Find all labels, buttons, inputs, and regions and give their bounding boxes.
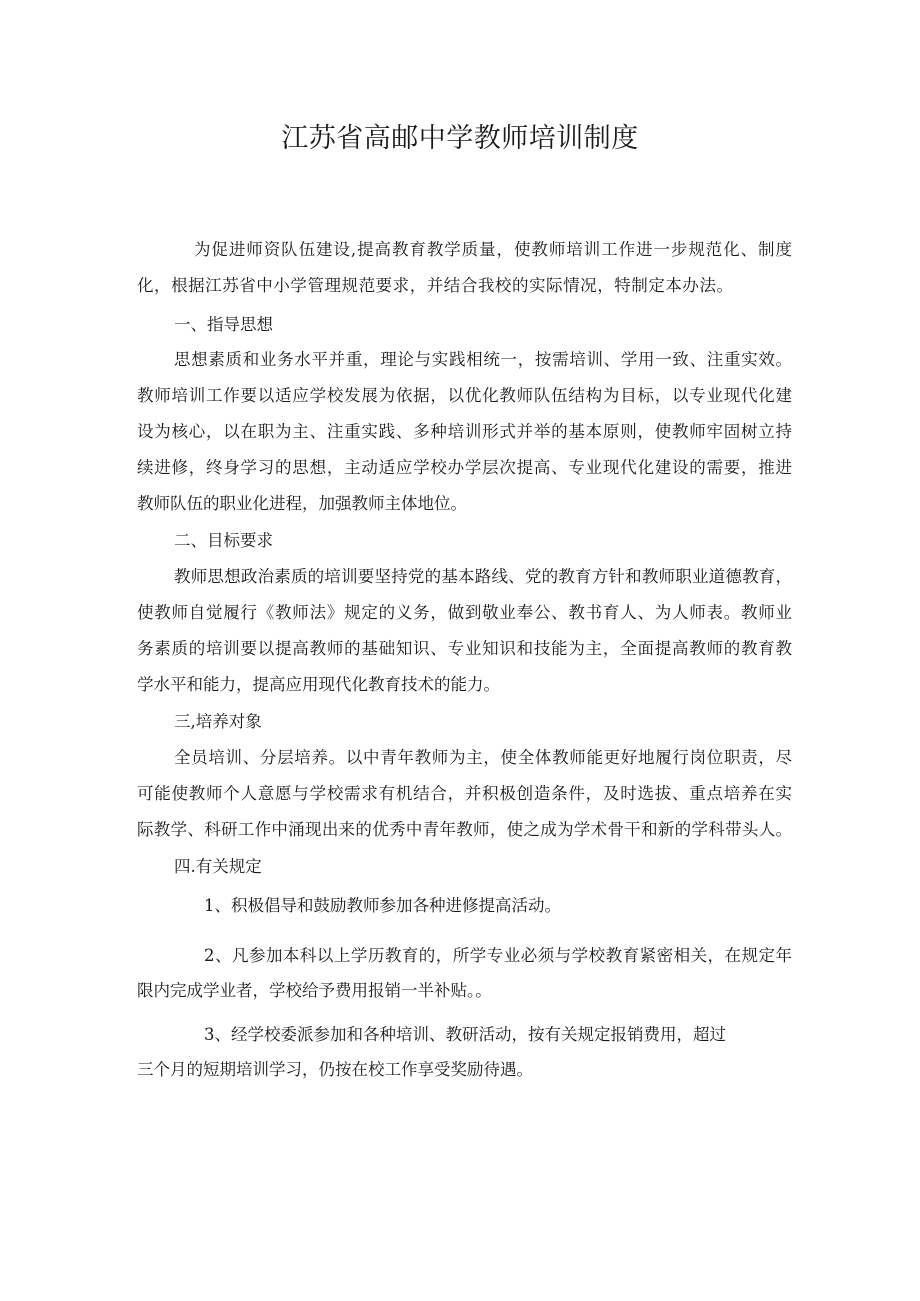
rule-item-line: 3、经学校委派参加和各种培训、教研活动，按有关规定报销费用，超过 <box>204 1025 726 1044</box>
paragraph-line: 全员培训、分层培养。以中青年教师为主，使全体教师能更好地履行岗位职责，尽 <box>174 748 792 767</box>
paragraph-line: 学水平和能力，提高应用现代化教育技术的能力。 <box>137 675 500 694</box>
section-heading: 一、指导思想 <box>174 315 273 334</box>
paragraph-line: 设为核心，以在职为主、注重实践、多种培训形式并举的基本原则，使教师牢固树立持 <box>137 422 792 441</box>
paragraph-line: 教师队伍的职业化进程，加强教师主体地位。 <box>137 494 467 513</box>
paragraph-line: 际教学、科研工作中涌现出来的优秀中青年教师，使之成为学术骨干和新的学科带头人。 <box>137 820 792 839</box>
intro-line: 化，根据江苏省中小学管理规范要求，并结合我校的实际情况，特制定本办法。 <box>137 276 733 295</box>
paragraph-line: 可能使教师个人意愿与学校需求有机结合，并积极创造条件，及时选拔、重点培养在实 <box>137 784 792 803</box>
paragraph-line: 教师培训工作要以适应学校发展为依据，以优化教师队伍结构为目标，以专业现代化建 <box>137 386 792 405</box>
rule-item-line: 限内完成学业者，学校给予费用报销一半补贴。。 <box>137 981 492 1000</box>
rule-item-line: 1、积极倡导和鼓励教师参加各种进修提高活动。 <box>204 896 561 915</box>
section-heading: 三,培养对象 <box>174 712 262 731</box>
rule-item-line: 三个月的短期培训学习，仍按在校工作享受奖励待遇。 <box>137 1060 533 1079</box>
intro-line: 为促进师资队伍建设,提高教育教学质量，使教师培训工作进一步规范化、制度 <box>194 240 792 259</box>
section-heading: 四.有关规定 <box>174 857 262 876</box>
paragraph-line: 教师思想政治素质的培训要坚持党的基本路线、党的教育方针和教师职业道德教育， <box>174 567 792 586</box>
paragraph-line: 务素质的培训要以提高教师的基础知识、专业知识和技能为主，全面提高教师的教育教 <box>137 639 792 658</box>
section-heading: 二、目标要求 <box>174 531 273 550</box>
paragraph-line: 使教师自觉履行《教师法》规定的义务，做到敬业奉公、教书育人、为人师表。教师业 <box>137 603 792 622</box>
paragraph-line: 思想素质和业务水平并重，理论与实践相统一，按需培训、学用一致、注重实效。 <box>174 350 792 369</box>
paragraph-line: 续进修，终身学习的思想，主动适应学校办学层次提高、专业现代化建设的需要，推进 <box>137 458 792 477</box>
rule-item-line: 2、凡参加本科以上学历教育的，所学专业必须与学校教育紧密相关，在规定年 <box>204 946 792 965</box>
document-title: 江苏省高邮中学教师培训制度 <box>281 123 639 154</box>
